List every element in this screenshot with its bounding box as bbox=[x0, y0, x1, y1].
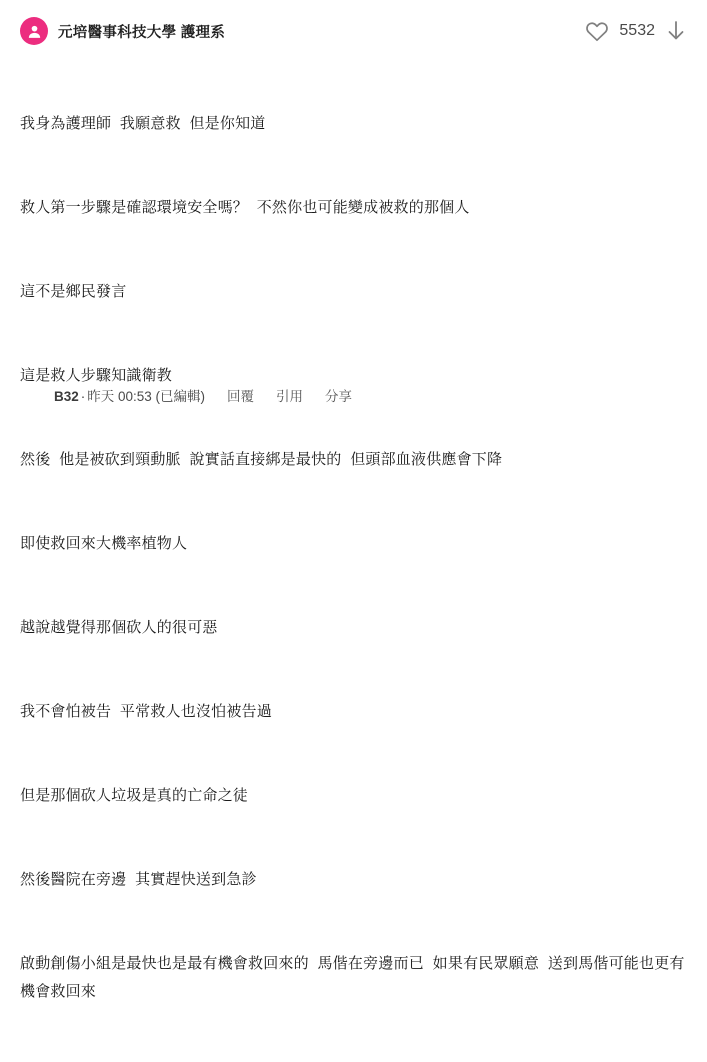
meta-separator: · bbox=[80, 389, 86, 404]
like-count: 5532 bbox=[619, 22, 655, 39]
comment-timestamp: 昨天 00:53 (已編輯) bbox=[87, 389, 206, 404]
share-button[interactable]: 分享 bbox=[325, 389, 353, 404]
chevron-down-icon[interactable] bbox=[665, 19, 687, 43]
comment-body bbox=[20, 52, 687, 1062]
comment-meta bbox=[54, 385, 205, 405]
comment-line: 越說越覺得那個砍人的很可惡 bbox=[20, 619, 218, 636]
comment-line: 然後 他是被砍到頸動脈 說實話直接綁是最快的 但頭部血液供應會下降 bbox=[20, 451, 503, 468]
comment-author[interactable]: 元培醫事科技大學 護理系 bbox=[58, 24, 226, 41]
comment-line: 啟動創傷小組是最快也是最有機會救回來的 馬偕在旁邊而已 如果有民眾願意 送到馬偕可能也更有機會救回來 bbox=[20, 955, 685, 1000]
comment-footer bbox=[54, 385, 352, 405]
comment-line: 然後醫院在旁邊 其實趕快送到急診 bbox=[20, 871, 257, 888]
comment-line: 這不是鄉民發言 bbox=[20, 283, 127, 300]
quote-button[interactable]: 引用 bbox=[276, 389, 304, 404]
comment-actions bbox=[227, 385, 352, 405]
reply-button[interactable]: 回覆 bbox=[227, 389, 255, 404]
comment-line: 我身為護理師 我願意救 但是你知道 bbox=[20, 115, 266, 132]
comment-line: 我不會怕被告 平常救人也沒怕被告過 bbox=[20, 703, 272, 720]
comment-line: 救人第一步驟是確認環境安全嗎？ 不然你也可能變成被救的那個人 bbox=[20, 199, 470, 216]
comment-header-actions bbox=[585, 19, 687, 43]
user-avatar-icon[interactable] bbox=[20, 17, 48, 45]
comment-header bbox=[20, 16, 687, 46]
comment-line: 但是那個砍人垃圾是真的亡命之徒 bbox=[20, 787, 249, 804]
heart-icon[interactable] bbox=[585, 20, 609, 42]
comment-id: B32 bbox=[54, 389, 79, 404]
comment-line: 即使救回來大機率植物人 bbox=[20, 535, 188, 552]
comment-line: 這是救人步驟知識衛教 bbox=[20, 367, 173, 384]
